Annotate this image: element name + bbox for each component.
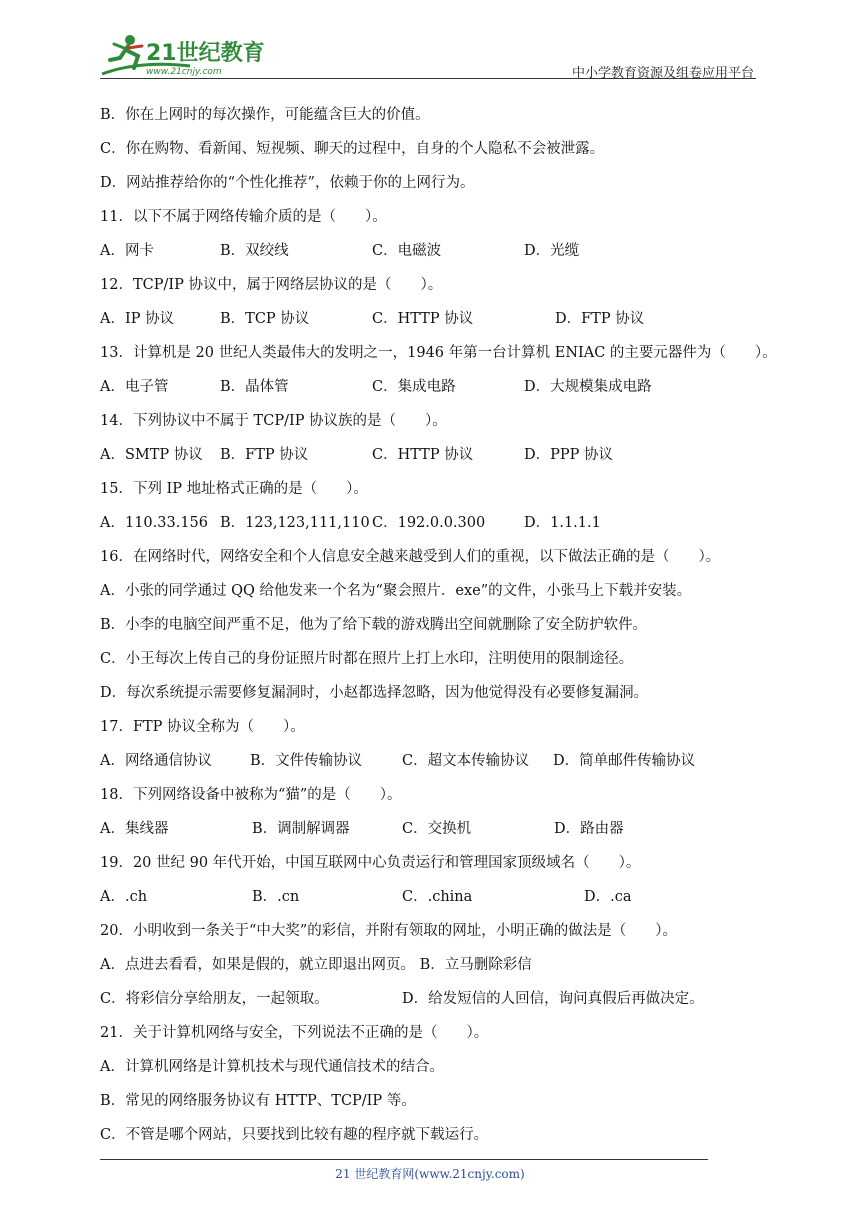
answer-option: B．.cn — [252, 889, 300, 905]
site-logo — [100, 30, 270, 78]
question-stem: 12．TCP/IP 协议中，属于网络层协议的是（ ）。 — [100, 277, 443, 293]
platform-name: 中小学教育资源及组卷应用平台 — [571, 66, 754, 81]
answer-option: B．双绞线 — [220, 243, 289, 259]
options-row — [100, 744, 780, 778]
question-stem: 14．下列协议中不属于 TCP/IP 协议族的是（ ）。 — [100, 413, 447, 429]
question-stem: 17．FTP 协议全称为（ ）。 — [100, 719, 305, 735]
text-line: C．不管是哪个网站，只要找到比较有趣的程序就下载运行。 — [100, 1127, 489, 1143]
answer-option: A．SMTP 协议 — [100, 447, 203, 463]
answer-option: D．.ca — [584, 889, 632, 905]
answer-option: C．将彩信分享给朋友，一起领取。 — [100, 991, 329, 1007]
options-row — [100, 982, 780, 1016]
options-row — [100, 438, 780, 472]
answer-option: B．TCP 协议 — [220, 311, 310, 327]
answer-option: A．.ch — [100, 889, 148, 905]
document-body — [100, 98, 780, 1152]
answer-option: D．FTP 协议 — [555, 311, 645, 327]
options-row — [100, 812, 780, 846]
answer-option: B．FTP 协议 — [220, 447, 309, 463]
text-line: C．小王每次上传自己的身份证照片时都在照片上打上水印，注明使用的限制途径。 — [100, 651, 634, 667]
answer-option: A．110.33.156 — [100, 515, 208, 531]
question-stem: 20．小明收到一条关于“中大奖”的彩信，并附有领取的网址，小明正确的做法是（ ）。 — [100, 923, 678, 939]
question-stem: 21．关于计算机网络与安全，下列说法不正确的是（ ）。 — [100, 1025, 489, 1041]
text-line: A．点进去看看，如果是假的，就立即退出网页。 B．立马删除彩信 — [100, 957, 532, 973]
answer-option: D．路由器 — [554, 821, 624, 837]
question-stem: 19．20 世纪 90 年代开始，中国互联网中心负责运行和管理国家顶级域名（ ）。 — [100, 855, 641, 871]
answer-option: D．PPP 协议 — [524, 447, 614, 463]
question-stem: 13．计算机是 20 世纪人类最伟大的发明之一，1946 年第一台计算机 ENIAC 的主要元器件为（ ）。 — [100, 345, 777, 361]
question-stem: 18．下列网络设备中被称为“猫”的是（ ）。 — [100, 787, 402, 803]
page-header — [100, 28, 756, 80]
answer-option: D．1.1.1.1 — [524, 515, 601, 531]
text-line: A．小张的同学通过 QQ 给他发来一个名为“聚会照片．exe”的文件，小张马上下载并安装。 — [100, 583, 692, 599]
text-line: D．网站推荐给你的“个性化推荐”，依赖于你的上网行为。 — [100, 175, 475, 191]
question-stem: 16．在网络时代，网络安全和个人信息安全越来越受到人们的重视，以下做法正确的是（ ）。 — [100, 549, 721, 565]
text-line: B．你在上网时的每次操作，可能蕴含巨大的价值。 — [100, 107, 430, 123]
answer-option: D．简单邮件传输协议 — [553, 753, 696, 769]
answer-option: B．调制解调器 — [252, 821, 350, 837]
options-row — [100, 370, 780, 404]
runner-logo-icon — [100, 30, 270, 78]
answer-option: A．电子管 — [100, 379, 169, 395]
answer-option: C．电磁波 — [372, 243, 442, 259]
answer-option: C．.china — [402, 889, 473, 905]
options-row — [100, 234, 780, 268]
question-stem: 15．下列 IP 地址格式正确的是（ ）。 — [100, 481, 368, 497]
header-divider — [100, 78, 756, 79]
options-row — [100, 880, 780, 914]
answer-option: C．交换机 — [402, 821, 472, 837]
options-row — [100, 506, 780, 540]
answer-option: D．大规模集成电路 — [524, 379, 652, 395]
text-line: C．你在购物、看新闻、短视频、聊天的过程中，自身的个人隐私不会被泄露。 — [100, 141, 605, 157]
answer-option: A．网络通信协议 — [100, 753, 212, 769]
answer-option: C．192.0.0.300 — [372, 515, 486, 531]
answer-option: A．IP 协议 — [100, 311, 175, 327]
answer-option: C．HTTP 协议 — [372, 447, 474, 463]
answer-option: B．123,123,111,110 — [220, 515, 370, 531]
answer-option: D．光缆 — [524, 243, 580, 259]
logo-url-text: www.21cnjy.com — [146, 67, 222, 77]
answer-option: A．网卡 — [100, 243, 154, 259]
answer-option: D．给发短信的人回信，询问真假后再做决定。 — [402, 991, 704, 1007]
options-row — [100, 302, 780, 336]
question-stem: 11．以下不属于网络传输介质的是（ ）。 — [100, 209, 387, 225]
footer-divider — [100, 1159, 708, 1160]
text-line: A．计算机网络是计算机技术与现代通信技术的结合。 — [100, 1059, 444, 1075]
footer-text: 21 世纪教育网(www.21cnjy.com) — [335, 1167, 525, 1181]
text-line: D．每次系统提示需要修复漏洞时，小赵都选择忽略，因为他觉得没有必要修复漏洞。 — [100, 685, 649, 701]
answer-option: C．超文本传输协议 — [402, 753, 530, 769]
text-line: B．常见的网络服务协议有 HTTP、TCP/IP 等。 — [100, 1093, 416, 1109]
answer-option: C．HTTP 协议 — [372, 311, 474, 327]
text-line: B．小李的电脑空间严重不足，他为了给下载的游戏腾出空间就删除了安全防护软件。 — [100, 617, 648, 633]
answer-option: A．集线器 — [100, 821, 169, 837]
logo-main-text: 21世纪教育 — [146, 41, 265, 66]
answer-option: B．文件传输协议 — [250, 753, 363, 769]
answer-option: B．晶体管 — [220, 379, 289, 395]
answer-option: C．集成电路 — [372, 379, 456, 395]
